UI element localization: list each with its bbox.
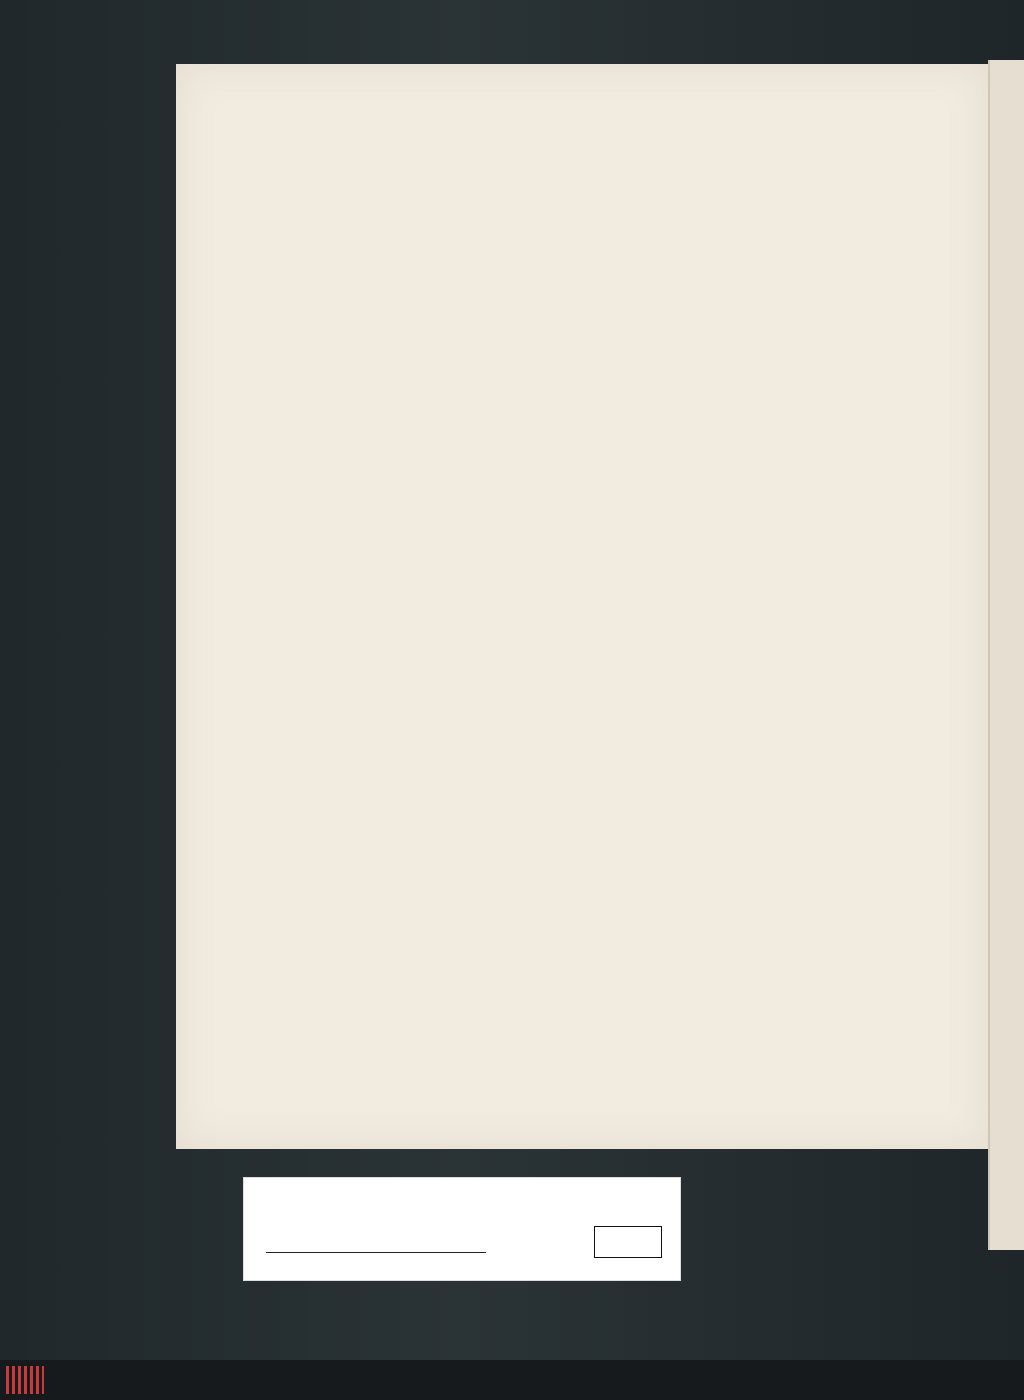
measurement-ruler bbox=[266, 1222, 486, 1253]
book-page bbox=[176, 64, 988, 1149]
page-header bbox=[168, 120, 968, 150]
footer-bar bbox=[0, 1360, 1024, 1400]
color-target-card bbox=[244, 1178, 680, 1280]
gray-scale-swatches bbox=[594, 1226, 662, 1258]
library-logo-icon bbox=[6, 1366, 44, 1394]
neighbor-page-edge bbox=[988, 60, 1024, 1250]
